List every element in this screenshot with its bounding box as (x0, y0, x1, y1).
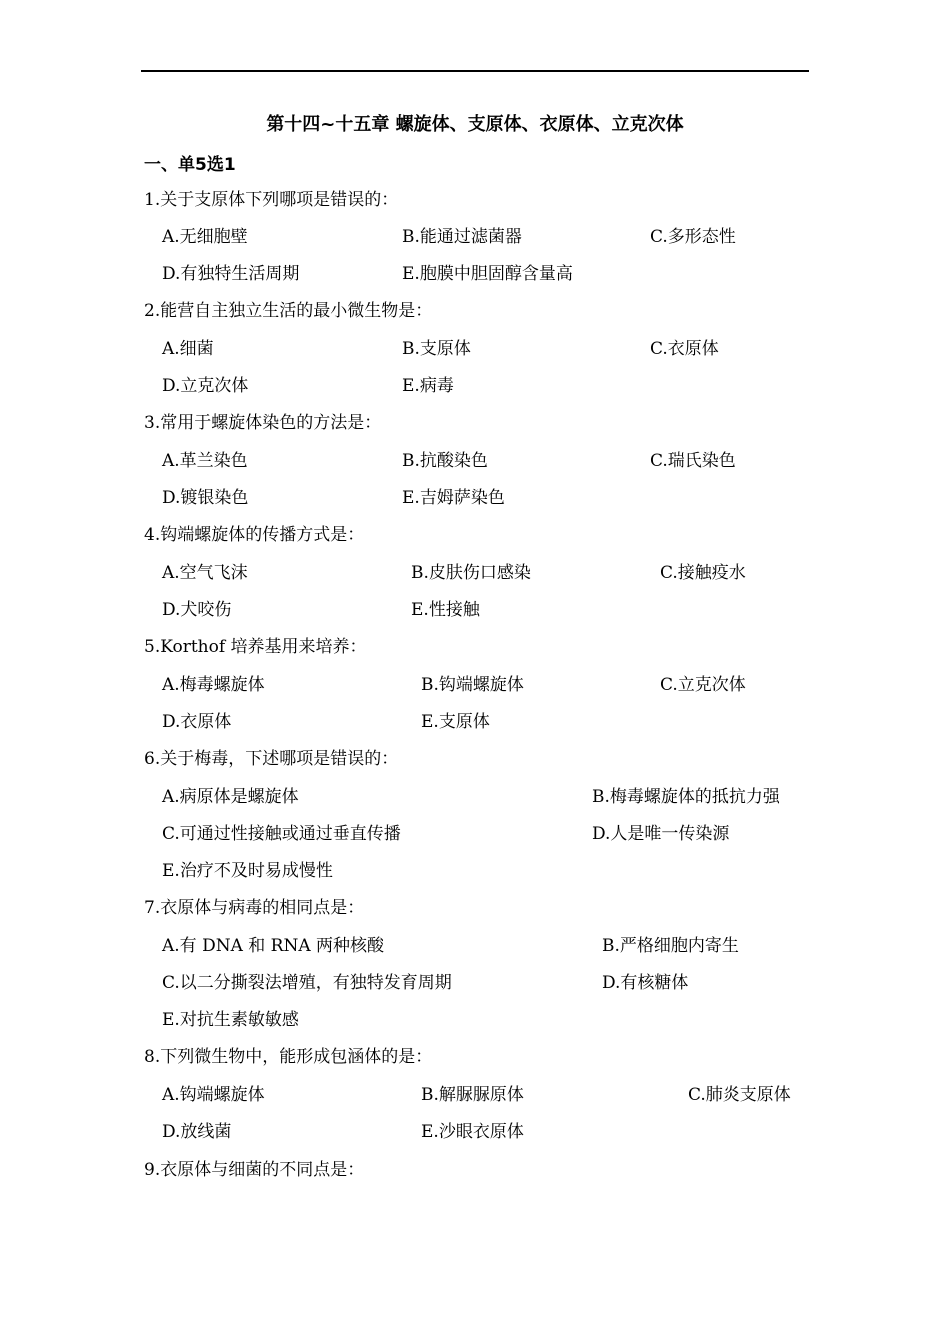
option-7c: C.以二分撕裂法增殖，有独特发育周期 (162, 973, 452, 993)
question-7: 7.衣原体与病毒的相同点是： (144, 898, 365, 918)
option-8b: B.解脲脲原体 (421, 1085, 524, 1105)
question-6: 6.关于梅毒，下述哪项是错误的： (144, 749, 399, 769)
option-5d: D.衣原体 (162, 712, 232, 732)
option-5c: C.立克次体 (660, 675, 746, 695)
section-heading: 一、单5选1 (144, 155, 236, 175)
question-8: 8.下列微生物中，能形成包涵体的是： (144, 1047, 433, 1067)
option-2b: B.支原体 (402, 339, 471, 359)
option-2a: A.细菌 (162, 339, 214, 359)
option-3a: A.革兰染色 (162, 451, 248, 471)
option-1a: A.无细胞壁 (162, 227, 248, 247)
question-2: 2.能营自主独立生活的最小微生物是： (144, 301, 433, 321)
option-5a: A.梅毒螺旋体 (162, 675, 265, 695)
chapter-title: 第十四~十五章 螺旋体、支原体、衣原体、立克次体 (266, 114, 684, 135)
option-4a: A.空气飞沫 (162, 563, 248, 583)
option-2e: E.病毒 (402, 376, 454, 396)
option-6e: E.治疗不及时易成慢性 (162, 861, 333, 881)
option-8d: D.放线菌 (162, 1122, 232, 1142)
question-4: 4.钩端螺旋体的传播方式是： (144, 525, 365, 545)
question-5: 5.Korthof 培养基用来培养： (144, 637, 367, 657)
option-2c: C.衣原体 (650, 339, 719, 359)
option-4d: D.犬咬伤 (162, 600, 232, 620)
option-8a: A.钩端螺旋体 (162, 1085, 265, 1105)
option-8c: C.肺炎支原体 (688, 1085, 791, 1105)
option-4e: E.性接触 (411, 600, 480, 620)
header-rule (141, 70, 809, 72)
option-6a: A.病原体是螺旋体 (162, 787, 299, 807)
option-1e: E.胞膜中胆固醇含量高 (402, 264, 573, 284)
option-5e: E.支原体 (421, 712, 490, 732)
option-7b: B.严格细胞内寄生 (602, 936, 739, 956)
option-3d: D.镀银染色 (162, 488, 249, 508)
option-7e: E.对抗生素敏敏感 (162, 1010, 299, 1030)
option-3b: B.抗酸染色 (402, 451, 488, 471)
option-6d: D.人是唯一传染源 (592, 824, 730, 844)
option-7d: D.有核糖体 (602, 973, 689, 993)
option-5b: B.钩端螺旋体 (421, 675, 524, 695)
option-3e: E.吉姆萨染色 (402, 488, 505, 508)
question-1: 1.关于支原体下列哪项是错误的： (144, 190, 399, 210)
question-3: 3.常用于螺旋体染色的方法是： (144, 413, 382, 433)
option-6c: C.可通过性接触或通过垂直传播 (162, 824, 401, 844)
option-4b: B.皮肤伤口感染 (411, 563, 531, 583)
question-9: 9.衣原体与细菌的不同点是： (144, 1160, 365, 1180)
option-6b: B.梅毒螺旋体的抵抗力强 (592, 787, 780, 807)
option-2d: D.立克次体 (162, 376, 249, 396)
option-1d: D.有独特生活周期 (162, 264, 300, 284)
option-4c: C.接触疫水 (660, 563, 746, 583)
option-1c: C.多形态性 (650, 227, 736, 247)
option-3c: C.瑞氏染色 (650, 451, 736, 471)
option-7a: A.有 DNA 和 RNA 两种核酸 (162, 936, 385, 956)
option-1b: B.能通过滤菌器 (402, 227, 522, 247)
option-8e: E.沙眼衣原体 (421, 1122, 524, 1142)
